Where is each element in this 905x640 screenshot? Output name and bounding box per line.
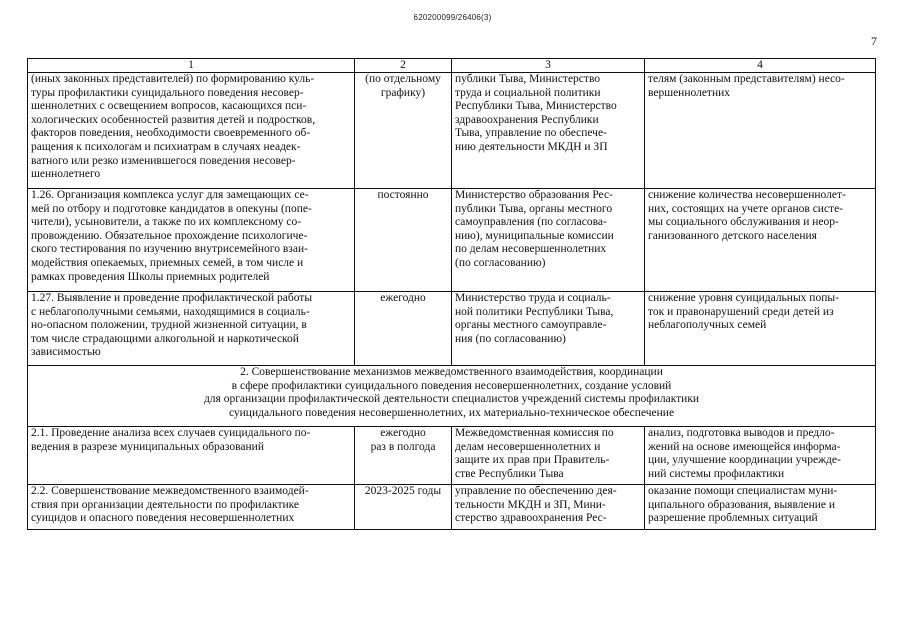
result-cell: снижение уровня суицидальных попы- ток и правонарушений среди детей из неблагополучных семей xyxy=(645,292,876,366)
term-cell: постоянно xyxy=(355,189,452,292)
term-cell: 2023-2025 годы xyxy=(355,485,452,530)
result-cell: телям (законным представителям) несо- вершеннолетних xyxy=(645,73,876,189)
measures-table xyxy=(27,58,876,530)
term-cell: ежегодно раз в полгода xyxy=(355,427,452,485)
column-header-3: 3 xyxy=(452,59,645,73)
measure-cell: 1.26. Организация комплекса услуг для замещающих се- мей по отбору и подготовке кандидатов в опекуны (попе- чители), усыновители, а также по их комплексному со- провождению. Обязательное прохождение психологиче- ского тестирования по изучению внутрисемейного взаи- модействия опекаемых, приемных семей, в том числе и рамках проведения Школы приемных родителей xyxy=(28,189,355,292)
executors-cell: Министерство образования Рес- публики Тыва, органы местного самоуправления (по согласова- нию), муниципальные комиссии по делам несовершеннолетних (по согласованию) xyxy=(452,189,645,292)
measure-cell: 1.27. Выявление и проведение профилактической работы с неблагополучными семьями, находящимися в социаль- но-опасном положении, трудной жизненной ситуации, в том числе страдающими алкогольной и наркотической зависимостью xyxy=(28,292,355,366)
page-number: 7 xyxy=(871,34,877,48)
table-row xyxy=(28,485,876,530)
result-cell: снижение количества несовершеннолет- них, состоящих на учете органов систе- мы социального обслуживания и неор- ганизованного детского населения xyxy=(645,189,876,292)
measure-cell: 2.1. Проведение анализа всех случаев суицидального по- ведения в разрезе муниципальных образований xyxy=(28,427,355,485)
measure-cell: 2.2. Совершенствование межведомственного взаимодей- ствия при организации деятельности по профилактике суицидов и опасного поведения несовершеннолетних xyxy=(28,485,355,530)
executors-cell: Министерство труда и социаль- ной политики Республики Тыва, органы местного самоуправле- ния (по согласованию) xyxy=(452,292,645,366)
term-cell: (по отдельному графику) xyxy=(355,73,452,189)
table-row xyxy=(28,73,876,189)
result-cell: анализ, подготовка выводов и предло- жений на основе имеющейся информа- ции, улучшение координации учрежде- ний системы профилактики xyxy=(645,427,876,485)
executors-cell: управление по обеспечению дея- тельности МКДН и ЗП, Мини- стерство здравоохранения Рес- xyxy=(452,485,645,530)
measure-cell: (иных законных представителей) по формированию куль- туры профилактики суицидального поведения несовер- шеннолетних с освещением вопросов, касающихся пси- хологических особенностей развития детей и подростков, факторов поведения, необходимости своевременного об- ращения к психологам и психиатрам в случаях неадек- ватного или резко изменившегося поведения несовер- шеннолетнего xyxy=(28,73,355,189)
table-row xyxy=(28,427,876,485)
column-header-1: 1 xyxy=(28,59,355,73)
table-row xyxy=(28,189,876,292)
section-title: 2. Совершенствование механизмов межведомственного взаимодействия, координации в сфере профилактики суицидального поведения несовершеннолетних, создание условий для организации профилактической деятельности специалистов учреждений системы профилактики суицидального поведения несовершеннолетних, их материально-техническое обеспечение xyxy=(28,366,876,427)
executors-cell: публики Тыва, Министерство труда и социальной политики Республики Тыва, Министерство здравоохранения Республики Тыва, управление по обеспече- нию деятельности МКДН и ЗП xyxy=(452,73,645,189)
column-number-row xyxy=(28,59,876,73)
document-code: 620200099/26406(3) xyxy=(413,13,492,22)
term-cell: ежегодно xyxy=(355,292,452,366)
table-row xyxy=(28,292,876,366)
column-header-4: 4 xyxy=(645,59,876,73)
section-heading-row xyxy=(28,366,876,427)
result-cell: оказание помощи специалистам муни- ципального образования, выявление и разрешение проблемных ситуаций xyxy=(645,485,876,530)
column-header-2: 2 xyxy=(355,59,452,73)
executors-cell: Межведомственная комиссия по делам несовершеннолетних и защите их прав при Правитель- стве Республики Тыва xyxy=(452,427,645,485)
